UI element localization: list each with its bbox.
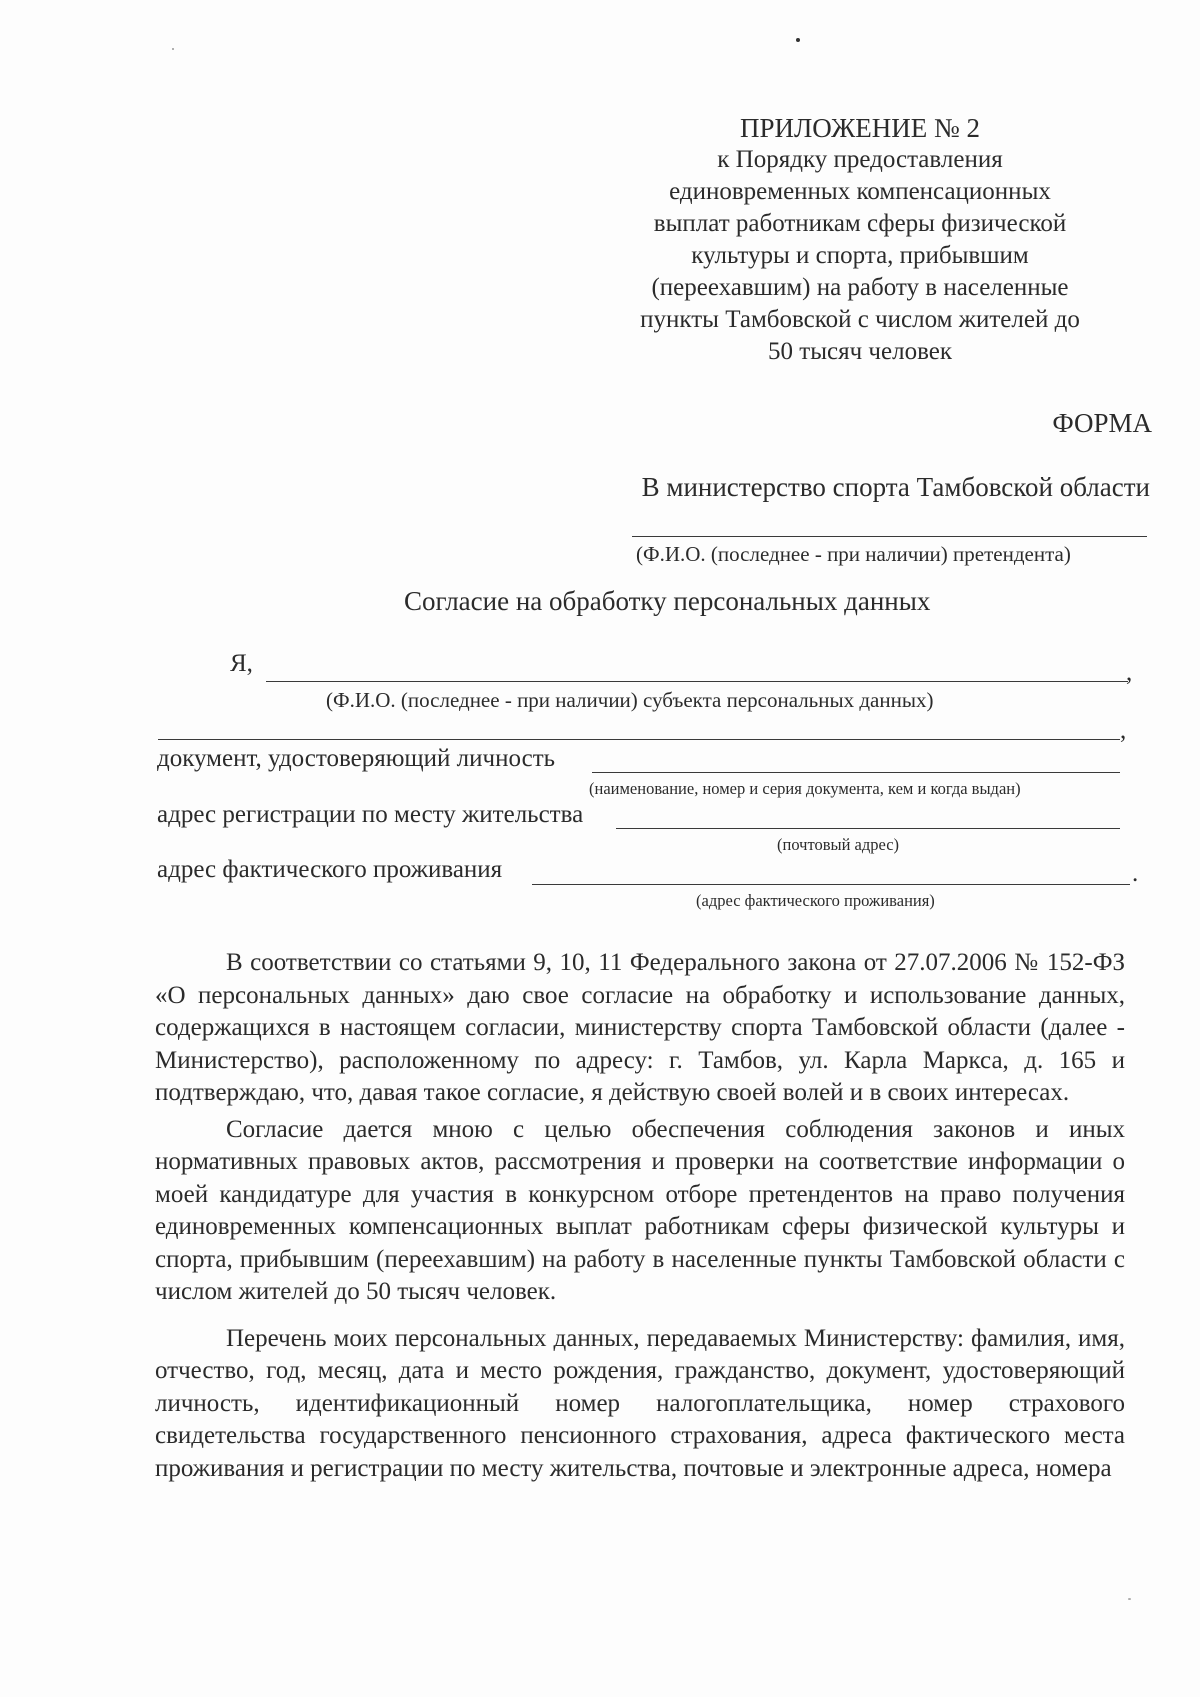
appendix-line: (переехавшим) на работу в населенные [651, 274, 1069, 301]
scan-speck [1128, 1598, 1131, 1600]
body-paragraph: Согласие дается мною с целью обеспечения соблюдения законов и иных нормативных правовых актов, рассмотрения и проверки на соответствие информации о моей кандидатуре для участия в конкурсном отборе претендентов на право получения единовременных компенсационных выплат работникам сферы физической культуры и спорта, прибывшим (переехавшим) на работу в населенные пункты Тамбовской области с числом жителей до 50 тысяч человек. [155, 1115, 1125, 1305]
comma-mark: , [1120, 717, 1127, 744]
fact-address-caption: (адрес фактического проживания) [696, 891, 935, 910]
reg-address-label: адрес регистрации по месту жительства [157, 801, 584, 828]
reg-address-line[interactable] [616, 828, 1120, 829]
reg-address-caption: (почтовый адрес) [777, 835, 900, 854]
applicant-caption: (Ф.И.О. (последнее - при наличии) претендента) [636, 542, 1071, 566]
appendix-line: культуры и спорта, прибывшим [691, 242, 1029, 269]
comma-mark: , [1126, 659, 1133, 686]
body-paragraph: В соответствии со статьями 9, 10, 11 Федерального закона от 27.07.2006 № 152-ФЗ «О персональных данных» даю свое согласие на обработку и использование данных, содержащихся в настоящем согласии, министерству спорта Тамбовской области (далее - Министерство), расположенному по адресу: г. Тамбов, ул. Карла Маркса, д. 165 и подтверждаю, что, давая такое согласие, я действую своей волей и в своих интересах. [155, 949, 1125, 1106]
appendix-title: ПРИЛОЖЕНИЕ № 2 [739, 113, 981, 143]
document-title: Согласие на обработку персональных данных [404, 586, 931, 616]
body-paragraph: Перечень моих персональных данных, передаваемых Министерству: фамилия, имя, отчество, год, месяц, дата и место рождения, гражданство, документ, удостоверяющий личность, идентификационный номер налогоплательщика, номер страхового свидетельства государственного пенсионного страхования, адреса фактического места проживания и регистрации по месту жительства, почтовые и электронные адреса, номера [155, 1324, 1125, 1482]
fact-address-line[interactable] [532, 884, 1130, 885]
period-mark: . [1132, 860, 1139, 887]
form-label: ФОРМА [1052, 408, 1152, 438]
appendix-line: к Порядку предоставления [717, 146, 1003, 173]
subject-name-line-2[interactable] [158, 739, 1120, 740]
appendix-line: выплат работникам сферы физической [653, 210, 1067, 237]
addressee: В министерство спорта Тамбовской области [641, 472, 1150, 502]
appendix-line: единовременных компенсационных [669, 178, 1051, 205]
subject-caption: (Ф.И.О. (последнее - при наличии) субъекта персональных данных) [326, 688, 934, 712]
appendix-line: пункты Тамбовской с числом жителей до [640, 306, 1080, 333]
scan-speck [172, 48, 174, 50]
consent-body [155, 947, 1125, 1485]
id-doc-caption: (наименование, номер и серия документа, кем и когда выдан) [589, 779, 1021, 798]
subject-name-line[interactable] [266, 681, 1128, 682]
applicant-name-line[interactable] [632, 536, 1147, 537]
scan-speck [796, 38, 800, 42]
id-doc-label: документ, удостоверяющий личность [157, 745, 556, 772]
appendix-header [600, 112, 1120, 368]
appendix-line: 50 тысяч человек [768, 338, 952, 365]
i-label: Я, [230, 650, 253, 677]
id-doc-line[interactable] [592, 772, 1120, 773]
fact-address-label: адрес фактического проживания [157, 856, 503, 883]
